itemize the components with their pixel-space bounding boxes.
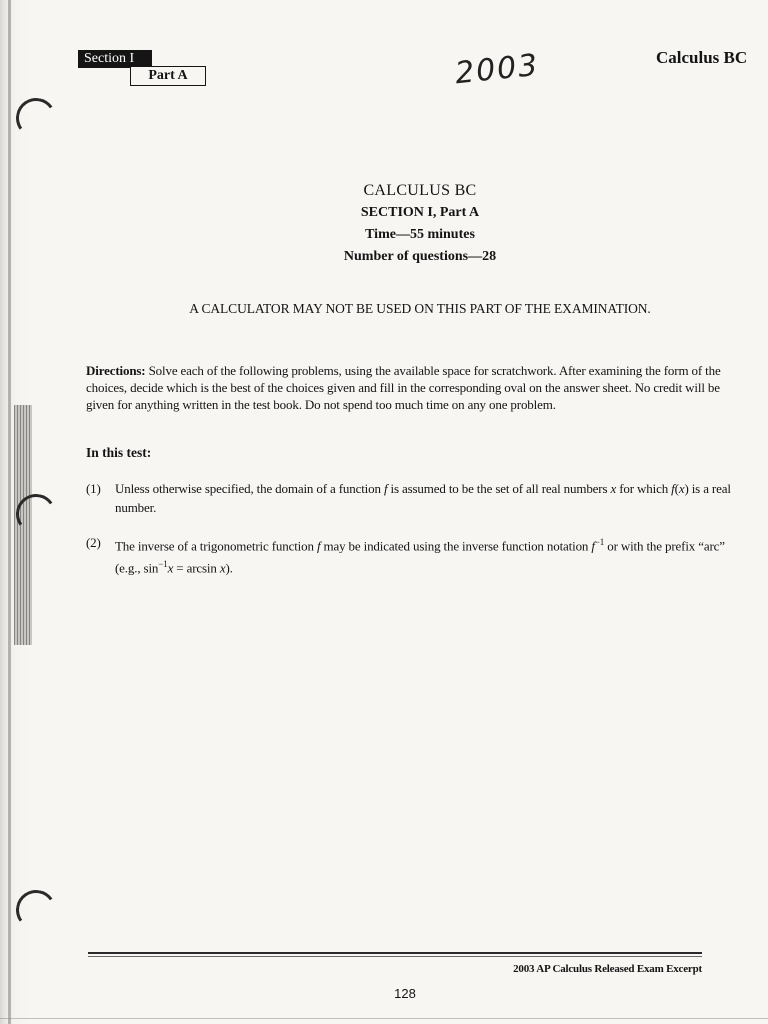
part-label: Part A [130, 66, 206, 86]
page-bottom-edge [0, 1018, 768, 1019]
footer-rule [88, 952, 702, 954]
time-limit: Time—55 minutes [365, 227, 475, 242]
section-label: Section I [78, 50, 152, 68]
item-text: Unless otherwise specified, the domain of a function f is assumed to be the set of all real numbers x for which f(x) is a real number. [115, 481, 731, 515]
list-item [86, 479, 746, 517]
handwritten-year: 2003 [453, 47, 541, 92]
calculator-note: A CALCULATOR MAY NOT BE USED ON THIS PART OF THE EXAMINATION. [189, 301, 651, 316]
item-number: (2) [86, 535, 101, 550]
footer-source: 2003 AP Calculus Released Exam Excerpt [513, 963, 702, 975]
directions-text: Solve each of the following problems, using the available space for scratchwork. After examining the form of the choices, decide which is the best of the choices given and fill in the corresponding oval on the answer sheet. No credit will be given for anything written in the test book. Do not spend too much time on any one problem. [86, 363, 721, 412]
question-count: Number of questions—28 [343, 249, 497, 264]
section-title: SECTION I, Part A [360, 205, 480, 220]
directions [86, 362, 748, 413]
in-this-test-heading: In this test: [86, 445, 152, 460]
item-text: The inverse of a trigonometric function f may be indicated using the inverse function notation $f^{-1}$ or with the prefix “arc” (e.g., $\sin^{-1}x = \arcsin x$). [115, 537, 725, 576]
footer-rule-thin [88, 956, 702, 957]
list-item [86, 533, 746, 578]
page-number: 128 [394, 986, 416, 1001]
exam-title: CALCULUS BC [363, 182, 477, 199]
binding-edge-line [8, 0, 11, 1024]
item-number: (1) [86, 481, 101, 496]
title-block [280, 180, 560, 268]
course-title: Calculus BC [656, 48, 748, 67]
directions-label: Directions: [86, 363, 146, 378]
